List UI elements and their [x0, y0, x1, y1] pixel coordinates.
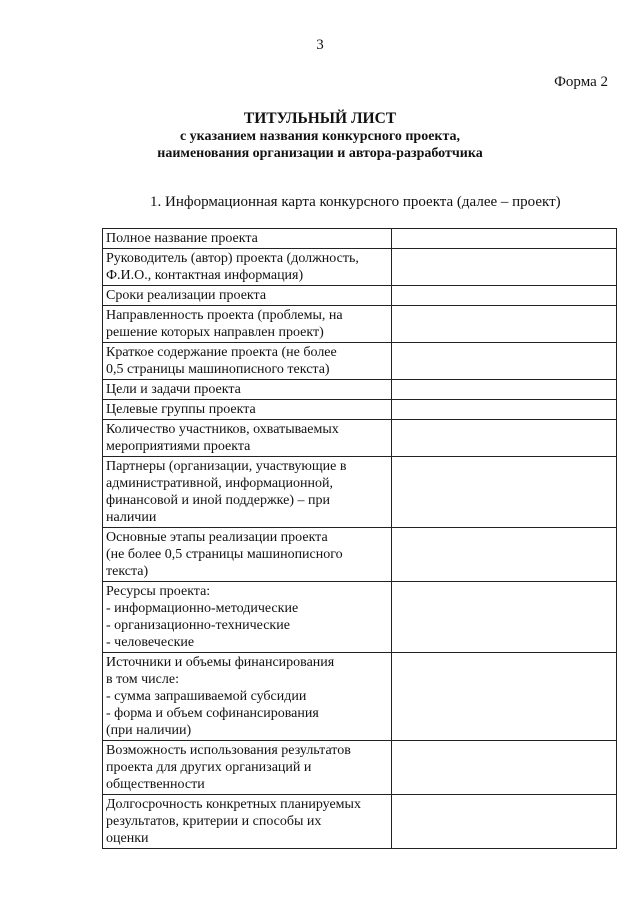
table-row	[103, 400, 617, 420]
table-row	[103, 741, 617, 795]
row-label-cell	[103, 229, 392, 249]
row-label-line: Долгосрочность конкретных планируемых	[106, 797, 361, 812]
row-label-cell	[103, 653, 392, 741]
row-label-cell	[103, 343, 392, 380]
row-label-line: мероприятиями проекта	[106, 439, 251, 454]
row-value-cell[interactable]	[392, 741, 617, 795]
row-label-line: результатов, критерии и способы их	[106, 814, 322, 829]
row-value-cell[interactable]	[392, 306, 617, 343]
row-label-line: - человеческие	[106, 635, 195, 650]
row-label-line: Целевые группы проекта	[106, 402, 256, 417]
table-row	[103, 528, 617, 582]
table-row	[103, 286, 617, 306]
table-row	[103, 343, 617, 380]
row-label-line: - информационно-методические	[106, 601, 299, 616]
row-label-line: Руководитель (автор) проекта (должность,	[106, 251, 359, 266]
row-label-line: Количество участников, охватываемых	[106, 422, 339, 437]
row-label-line: (не более 0,5 страницы машинописного	[106, 547, 343, 562]
row-label-line: решение которых направлен проект)	[106, 325, 324, 340]
table-row	[103, 457, 617, 528]
row-value-cell[interactable]	[392, 229, 617, 249]
row-label-line: Партнеры (организации, участвующие в	[106, 459, 347, 474]
table-row	[103, 420, 617, 457]
document-title: ТИТУЛЬНЫЙ ЛИСТ	[243, 110, 397, 127]
row-label-cell	[103, 741, 392, 795]
row-label-line: Возможность использования результатов	[106, 743, 351, 758]
row-label-line: Сроки реализации проекта	[106, 288, 267, 303]
row-label-line: - форма и объем софинансирования	[106, 706, 319, 721]
row-value-cell[interactable]	[392, 420, 617, 457]
row-label-cell	[103, 286, 392, 306]
row-label-line: наличии	[106, 510, 157, 525]
row-label-line: Краткое содержание проекта (не более	[106, 345, 337, 360]
table-row	[103, 249, 617, 286]
row-label-line: Ф.И.О., контактная информация)	[106, 268, 304, 283]
row-label-line: общественности	[106, 777, 205, 792]
row-label-line: Направленность проекта (проблемы, на	[106, 308, 343, 323]
row-label-line: Источники и объемы финансирования	[106, 655, 335, 670]
row-label-line: Полное название проекта	[106, 231, 258, 246]
row-value-cell[interactable]	[392, 795, 617, 849]
table-row	[103, 229, 617, 249]
row-label-cell	[103, 400, 392, 420]
row-label-line: Основные этапы реализации проекта	[106, 530, 328, 545]
row-label-cell	[103, 380, 392, 400]
row-label-cell	[103, 582, 392, 653]
row-value-cell[interactable]	[392, 400, 617, 420]
row-label-line: оценки	[106, 831, 149, 846]
row-label-line: 0,5 страницы машинописного текста)	[106, 362, 330, 377]
row-value-cell[interactable]	[392, 380, 617, 400]
row-label-line: финансовой и иной поддержке) – при	[106, 493, 330, 508]
row-label-line: - сумма запрашиваемой субсидии	[106, 689, 307, 704]
row-label-line: - организационно-технические	[106, 618, 290, 633]
table-row	[103, 653, 617, 741]
form-label: Форма 2	[554, 74, 608, 90]
table-row	[103, 795, 617, 849]
row-label-line: в том числе:	[106, 672, 179, 687]
title-block	[0, 109, 640, 162]
row-label-line: проекта для других организаций и	[106, 760, 312, 775]
row-label-cell	[103, 306, 392, 343]
row-label-cell	[103, 795, 392, 849]
title-subline-1: с указанием названия конкурсного проекта,	[179, 129, 461, 144]
row-label-cell	[103, 420, 392, 457]
title-subline-2: наименования организации и автора-разработчика	[157, 146, 483, 161]
row-value-cell[interactable]	[392, 286, 617, 306]
row-value-cell[interactable]	[392, 343, 617, 380]
row-value-cell[interactable]	[392, 528, 617, 582]
row-value-cell[interactable]	[392, 249, 617, 286]
section-heading: 1. Информационная карта конкурсного проекта (далее – проект)	[150, 194, 561, 210]
row-label-line: Цели и задачи проекта	[106, 382, 241, 397]
table-row	[103, 380, 617, 400]
table-row	[103, 582, 617, 653]
row-label-cell	[103, 457, 392, 528]
row-label-cell	[103, 528, 392, 582]
row-value-cell[interactable]	[392, 457, 617, 528]
row-label-cell	[103, 249, 392, 286]
project-info-table	[102, 228, 617, 849]
row-value-cell[interactable]	[392, 582, 617, 653]
row-value-cell[interactable]	[392, 653, 617, 741]
row-label-line: административной, информационной,	[106, 476, 334, 491]
row-label-line: текста)	[106, 564, 149, 579]
row-label-line: (при наличии)	[106, 723, 192, 738]
project-info-table-body	[103, 229, 617, 849]
row-label-line: Ресурсы проекта:	[106, 584, 211, 599]
page-number: 3	[316, 37, 324, 53]
table-row	[103, 306, 617, 343]
